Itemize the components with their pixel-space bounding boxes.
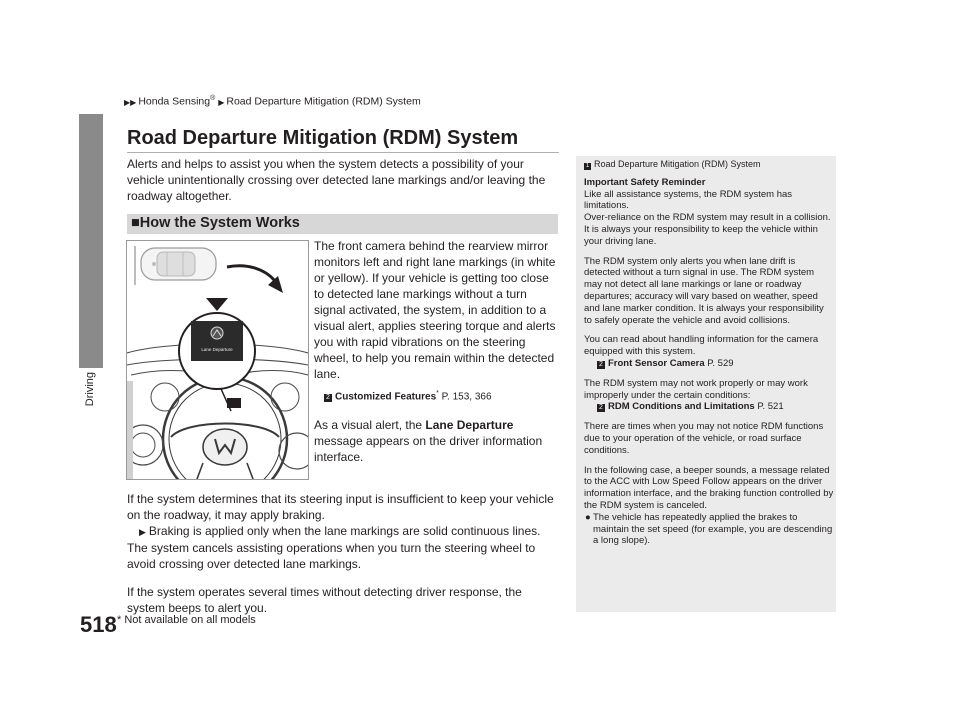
- how-it-works-text: [314, 238, 560, 465]
- xref-pages: P. 153, 366: [441, 391, 492, 403]
- note-paragraph: Like all assistance systems, the RDM system has limitations.: [584, 188, 793, 212]
- breadcrumb-item-rdm[interactable]: Road Departure Mitigation (RDM) System: [226, 95, 421, 108]
- section-heading-bar: [127, 214, 558, 234]
- dashboard-illustration: [126, 240, 309, 480]
- beep-paragraph: If the system operates several times without detecting driver response, the system beeps to alert you.: [127, 585, 522, 615]
- front-sensor-camera-link[interactable]: 2 Front Sensor Camera P. 529: [584, 358, 834, 370]
- cross-reference-link[interactable]: [324, 386, 560, 405]
- door-panel: [127, 381, 133, 479]
- reference-arrow-icon: 2: [597, 404, 605, 412]
- braking-paragraph: If the system determines that its steering input is insufficient to keep your vehicle on the roadway, it may apply braking.: [127, 492, 554, 522]
- note-header: 1 Road Departure Mitigation (RDM) System: [585, 159, 761, 169]
- xref-asterisk: *: [436, 390, 439, 397]
- title-divider: [127, 152, 559, 153]
- chapter-tab[interactable]: [79, 114, 103, 368]
- breadcrumb-arrow-icon: ▶: [218, 97, 225, 107]
- page-number: 518: [80, 612, 117, 637]
- xref-title[interactable]: Customized Features: [335, 391, 437, 403]
- breadcrumb-arrow-icon: ▶▶: [124, 97, 137, 107]
- pointer-triangle-icon: [206, 298, 228, 311]
- breadcrumb-item-honda-sensing[interactable]: Honda Sensing: [138, 95, 211, 108]
- display-location-marker: [227, 398, 241, 408]
- reference-arrow-icon: 2: [597, 361, 605, 369]
- rdm-conditions-link[interactable]: 2 RDM Conditions and Limitations P. 521: [584, 401, 834, 413]
- note-marker-icon: 1: [585, 163, 590, 169]
- intro-paragraph: Alerts and helps to assist you when the system detects a possibility of your vehicle unintentionally crossing over detected lane markings and/or leaving the roadway altogether.: [127, 157, 546, 203]
- note-paragraph: In the following case, a beeper sounds, a message related to the ACC with Low Speed Follow appears on the driver information interface, and the braking function controlled by the RDM system is canceled.: [584, 464, 834, 511]
- breadcrumb: [124, 95, 421, 108]
- visual-alert-paragraph: As a visual alert, the Lane Departure message appears on the driver information interface.: [314, 418, 543, 465]
- braking-subnote: ▶ Braking is applied only when the lane markings are solid continuous lines.: [139, 524, 541, 538]
- lane-departure-message: Lane Departure: [425, 418, 514, 433]
- sub-arrow-icon: ▶: [139, 527, 146, 537]
- note-paragraph: You can read about handling information for the camera equipped with this system.: [584, 334, 819, 358]
- steering-wheel-icon: [163, 377, 287, 479]
- note-paragraph: Over-reliance on the RDM system may result in a collision. It is always your responsibility to keep the vehicle within your driving lane.: [584, 212, 831, 247]
- registered-mark: ®: [210, 95, 216, 102]
- car-top-view-icon: [141, 248, 216, 280]
- chapter-label: Driving: [84, 372, 96, 407]
- section-square-icon: ■: [131, 215, 140, 231]
- note-paragraph: The RDM system may not work properly or may work improperly under the certain conditions:: [584, 377, 808, 401]
- drift-arrow-icon: [227, 266, 283, 293]
- section-heading: How the System Works: [139, 215, 300, 231]
- how-paragraph: The front camera behind the rearview mirror monitors left and right lane markings (in white or yellow). If your vehicle is getting too close to detected lane markings without a turn signal activated, the system, in addition to a visual alert, applies steering torque and alerts you with rapid vibrations on the steering wheel, to help you remain within the detected lane.: [314, 239, 556, 381]
- braking-text: [127, 491, 559, 616]
- note-paragraph: There are times when you may not notice RDM functions due to your operation of the vehicle, or road surface conditions.: [584, 421, 824, 456]
- safety-reminder-title: Important Safety Reminder: [584, 176, 706, 188]
- cancel-paragraph: The system cancels assisting operations when you turn the steering wheel to avoid crossing over detected lane markings.: [127, 541, 536, 571]
- note-paragraph: The RDM system only alerts you when lane drift is detected without a turn signal in use. The RDM system may not detect all lane markings or lane or roadway departures; accuracy will vary based on weather, speed and lane marker condition. It is always your responsibility to safely operate the vehicle and avoid collisions.: [584, 255, 824, 326]
- side-note-box: [576, 156, 836, 612]
- page-title: Road Departure Mitigation (RDM) System: [127, 127, 519, 149]
- lane-departure-screen-text: Lane Departure: [201, 347, 233, 352]
- footnote: * Not available on all models: [117, 614, 256, 626]
- bullet-icon: ●: [585, 511, 591, 523]
- rdm-diagram: [127, 241, 308, 479]
- reference-arrow-icon: 2: [324, 394, 332, 402]
- note-bullet-item: ● The vehicle has repeatedly applied the brakes to maintain the set speed (for example, you are descending a long slope).: [585, 511, 833, 547]
